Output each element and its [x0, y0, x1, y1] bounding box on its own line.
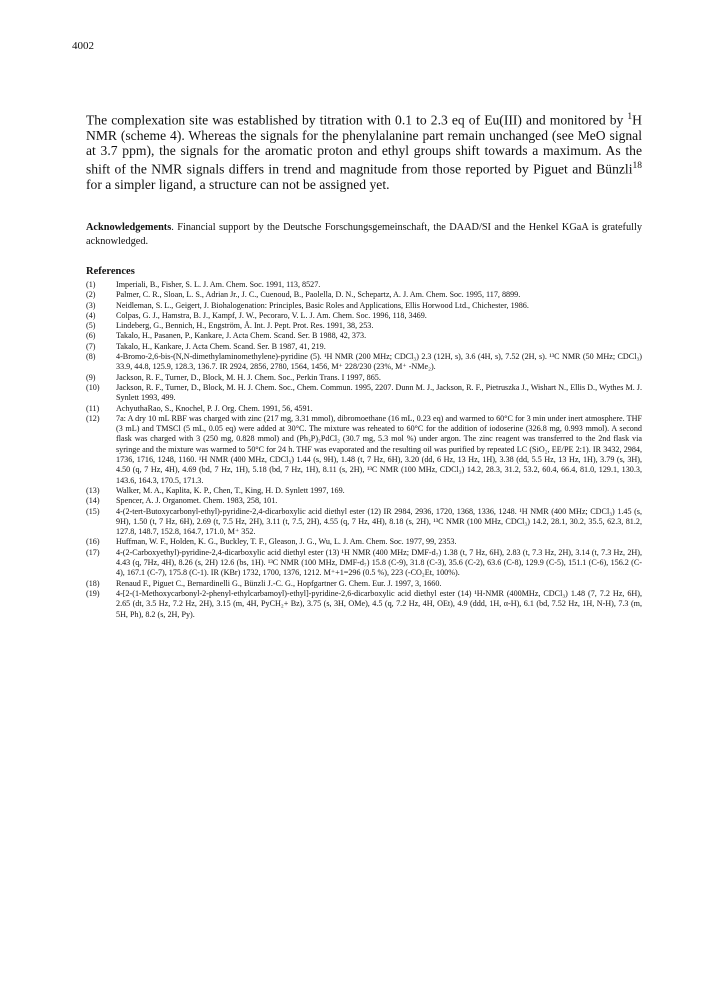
reference-number: (10) [86, 382, 100, 392]
reference-number: (6) [86, 331, 96, 341]
acknowledgements-text: . Financial support by the Deutsche Forschungsgemeinschaft, the DAAD/SI and the Henkel KGaA is gratefully acknowledged. [86, 222, 642, 247]
reference-number: (3) [86, 300, 96, 310]
reference-number: (11) [86, 403, 100, 413]
acknowledgements-label: Acknowledgements [86, 222, 172, 233]
reference-item [86, 507, 642, 538]
reference-number: (12) [86, 413, 100, 423]
reference-text: Walker, M. A., Kaplita, K. P., Chen, T., King, H. D. Synlett 1997, 169. [116, 485, 345, 495]
reference-number: (15) [86, 506, 100, 516]
reference-number: (8) [86, 352, 96, 362]
intro-text-part1: The complexation site was established by titration with 0.1 to 2.3 eq of Eu(III) and monitored by [86, 112, 628, 128]
reference-text: Takalo, H., Pasanen, P., Kankare, J. Acta Chem. Scand. Ser. B 1988, 42, 373. [116, 331, 367, 341]
intro-paragraph [86, 110, 642, 192]
reference-number: (2) [86, 290, 96, 300]
reference-text: 4-(2-tert-Butoxycarbonyl-ethyl)-pyridine-2,4-dicarboxylic acid diethyl ester (12) IR 2984, 2936, 1720, 1368, 1336, 1248. ¹H NMR (400 MHz; CDCl₃) 1.45 (s, 9H), 1.50 (t, 7 Hz, 6H), 2.69 (t, 7.5 Hz, 2H), 3.11 (t, 7.5, 2H), 4.55 (q, 7 Hz, 4H), 8.18 (s, 2H), ¹³C NMR (100 MHz, CDCl₃) 14.2, 28.1, 30.2, 35.5, 62.3, 81.2, 127.8, 148.7, 152.8, 164.7, 171.0, M⁺ 352. [116, 506, 642, 537]
references-heading: References [86, 266, 135, 277]
intro-text-part3: for a simpler ligand, a structure can not be assigned yet. [86, 176, 390, 192]
reference-item [86, 280, 642, 290]
reference-item [86, 537, 642, 547]
reference-text: Jackson, R. F., Turner, D., Block, M. H. J. Chem. Soc., Chem. Commun. 1995, 2207. Dunn M. J., Jackson, R. F., Pietruszka J., Wishart N., Ellis D., Wythes M. J. Synlett 1993, 499. [116, 382, 642, 403]
reference-text: Jackson, R. F., Turner, D., Block, M. H. J. Chem. Soc., Perkin Trans. I 1997, 865. [116, 372, 381, 382]
reference-item [86, 579, 642, 589]
page-number: 4002 [72, 40, 94, 52]
reference-text: Imperiali, B., Fisher, S. L. J. Am. Chem. Soc. 1991, 113, 8527. [116, 280, 321, 289]
reference-number: (19) [86, 588, 100, 598]
reference-number: (7) [86, 341, 96, 351]
reference-text: 4-(2-Carboxyethyl)-pyridine-2,4-dicarboxylic acid diethyl ester (13) ¹H NMR (400 MHz; DMF-d₇) 1.38 (t, 7 Hz, 6H), 2.83 (t, 7.3 Hz, 2H), 3.14 (t, 7.3 Hz, 2H), 4.43 (q, 7Hz, 4H), 8.26 (s, 2H) 12.6 (bs, 1H). ¹³C NMR (100 MHz, DMF-d₇) 15.8 (C-9), 31.8 (C-3), 35.6 (C-2), 63.6 (C-8), 129.9 (C-5), 151.1 (C-6), 156.2 (C-4), 167.1 (C-7), 175.8 (C-1). IR (KBr) 1732, 1700, 1376, 1212. M⁺+1=296 (0.5 %), 223 (-CO₂Et, 100%). [116, 547, 642, 578]
reference-text: Takalo, H., Kankare, J. Acta Chem. Scand. Ser. B 1987, 41, 219. [116, 341, 326, 351]
reference-number: (16) [86, 537, 100, 547]
reference-item [86, 486, 642, 496]
intro-text-part2: H NMR (scheme 4). Whereas the signals for the phenylalanine part remain unchanged (see MeO signal at 3.7 ppm), the signals for the aromatic proton and ethyl groups shift towards a maximum. As the shift of the NMR signals differs in trend and magnitude from those reported by Piguet and Bünzli [86, 112, 642, 177]
reference-number: (13) [86, 485, 100, 495]
reference-text: AchyuthaRao, S., Knochel, P. J. Org. Chem. 1991, 56, 4591. [116, 403, 313, 413]
reference-item [86, 321, 642, 331]
reference-text: Spencer, A. J. Organomet. Chem. 1983, 258, 101. [116, 496, 278, 506]
reference-text: 7a: A dry 10 mL RBF was charged with zinc (217 mg, 3.31 mmol), dibromoethane (16 mL, 0.23 eq) and warmed to 60°C for 3 min under inert atmosphere. THF (3 mL) and TMSCl (5 mL, 0.05 eq) were added at 30°C. The mixture was reheated to 60°C for the addition of iodoserine (326.8 mg, 0.993 mmol). A second flask was charged with 3 (250 mg, 0.828 mmol) and (Ph₃P)₂PdCl₂ (30.7 mg, 5.3 mol %) under argon. The zinc reagent was transferred to the 2nd flask via syringe and the mixture was warmed to 50°C for 24 h. THF was evaporated and the resulting oil was purified by repeated LC (SiO₂, EE/PE 2:1). IR 3432, 2984, 1736, 1716, 1248, 1160. ¹H NMR (400 MHz, CDCl₃) 1.44 (s, 9H), 1.48 (t, 7 Hz, 6H), 3.20 (dd, 6 Hz, 13 Hz, 1H), 3.38 (dd, 5.5 Hz, 13 Hz, 1H), 3.79 (s, 3H), 4.50 (q, 7 Hz, 4H), 4.69 (bd, 7 Hz, 1H), 5.18 (bd, 7 Hz, 1H), 8.11 (s, 2H), ¹³C NMR (100 MHz, CDCl₃) 14.2, 28.3, 31.2, 53.2, 60.4, 66.4, 81.0, 129.1, 130.3, 143.6, 164.3, 170.5, 171.3. [116, 413, 642, 485]
reference-number: (17) [86, 547, 100, 557]
reference-text: Colpas, G. J., Hamstra, B. J., Kampf, J. W., Pecoraro, V. L. J. Am. Chem. Soc. 1996, 118, 3469. [116, 310, 427, 320]
intro-superscript-1: 1 [627, 112, 633, 122]
reference-item [86, 496, 642, 506]
reference-text: 4-Bromo-2,6-bis-(N,N-dimethylaminomethylene)-pyridine (5). ¹H NMR (200 MHz; CDCl₃) 2.3 (12H, s), 3.6 (4H, s), 7.52 (2H, s). ¹³C NMR (50 MHz; CDCl₃) 33.9, 44.8, 125.9, 128.3, 136.7. IR 2924, 2856, 2780, 1564, 1456, M⁺ 228/230 (23%, M⁺ -NMe₂). [116, 352, 642, 372]
reference-text: Renaud F., Piguet C., Bernardinelli G., Bünzli J.-C. G., Hopfgartner G. Chem. Eur. J. 1997, 3, 1660. [116, 578, 442, 588]
reference-item [86, 290, 642, 300]
reference-item [86, 331, 642, 341]
reference-text: 4-[2-(1-Methoxycarbonyl-2-phenyl-ethylcarbamoyl)-ethyl]-pyridine-2,6-dicarboxylic acid diethyl ester (14) ¹H-NMR (400MHz, CDCl₃) 1.48 (7, 7.2 Hz, 6H), 2.65 (dt, 3.5 Hz, 7.2 Hz, 2H), 3.15 (m, 4H, PyCH₂+ Bz), 3.75 (s, 3H, OMe), 4.5 (q, 7.2 Hz, 4H, OEt), 4.9 (ddd, 1H, α-H), 6.1 (bd, 7.52 Hz, 1H, N-H), 7.3 (m, 5H, Ph), 8.2 (s, 2H, Py). [116, 588, 642, 619]
references-list [86, 280, 642, 620]
reference-item [86, 311, 642, 321]
reference-number: (4) [86, 310, 96, 320]
reference-number: (14) [86, 496, 100, 506]
reference-text: Lindeberg, G., Bennich, H., Engström, Å. Int. J. Pept. Prot. Res. 1991, 38, 253. [116, 321, 374, 331]
reference-item [86, 404, 642, 414]
reference-text: Huffman, W. F., Holden, K. G., Buckley, T. F., Gleason, J. G., Wu, L. J. Am. Chem. Soc. 1977, 99, 2353. [116, 537, 457, 547]
reference-text: Neidleman, S. L., Geigert, J. Biohalogenation: Principles, Basic Roles and Applications, Ellis Horwood Ltd., Chichester, 1986. [116, 300, 529, 310]
reference-item [86, 548, 642, 579]
reference-item [86, 352, 642, 373]
reference-number: (5) [86, 321, 96, 331]
reference-item [86, 373, 642, 383]
reference-item [86, 342, 642, 352]
reference-item [86, 589, 642, 620]
reference-item [86, 383, 642, 404]
reference-item [86, 301, 642, 311]
intro-superscript-ref: 18 [632, 160, 642, 171]
reference-item [86, 414, 642, 486]
acknowledgements-paragraph [86, 221, 642, 249]
reference-number: (18) [86, 578, 100, 588]
reference-number: (9) [86, 372, 96, 382]
reference-number: (1) [86, 280, 96, 289]
reference-text: Palmer, C. R., Sloan, L. S., Adrian Jr., J. C., Cuenoud, B., Paolella, D. N., Schepartz, A. J. Am. Chem. Soc. 1995, 117, 8899. [116, 290, 521, 300]
